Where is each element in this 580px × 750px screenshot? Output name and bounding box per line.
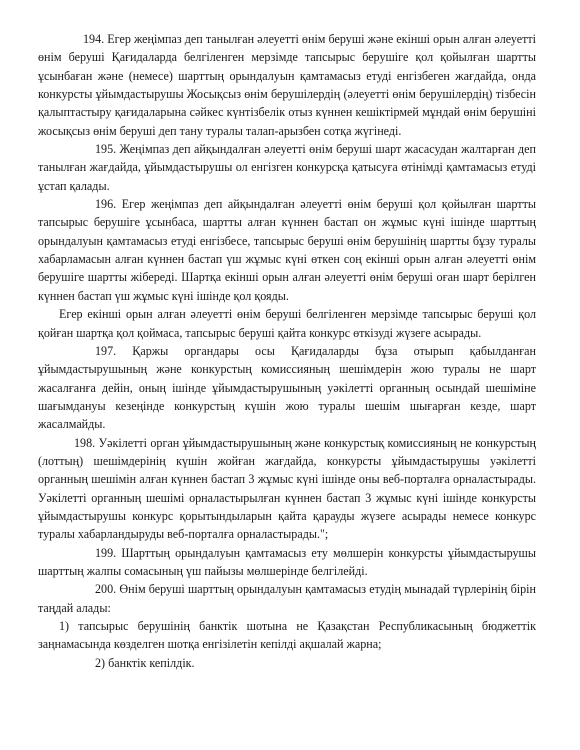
list-item-200-2: 2) банктік кепілдік. bbox=[95, 655, 195, 670]
paragraph-194: 194. Егер жеңімпаз деп танылған әлеуетті өнім беруші және екінші орын алған әлеуетті өнім беруші Қағидаларда белгіленген мерзімде тапсырыс берушіге қол қойылған шартты ұсынбаған және (немесе) шарттың орындалуын қамтамасыз етуді енгізбеген жағдайда, онда конкурсты ұйымдастырушы Жосықсыз өнім берушілердің (әлеуетті өнім берушілердің) тізбесін қалыптастыру қағидаларына сәйкес күнтізбелік отыз күннен кешіктірмей мұндай өнім берушіні жосықсыз өнім беруші деп тану туралы талап-арызбен сотқа жүгінеді. bbox=[38, 32, 536, 138]
paragraph-199: 199. Шарттың орындалуын қамтамасыз ету мөлшерін конкурсты ұйымдастырушы шарттың жалпы сомасының үш пайызы мөлшерінде белгілейді. bbox=[38, 545, 536, 578]
paragraph-200: 200. Өнім беруші шарттың орындалуын қамтамасыз етудің мынадай түрлерінің бірін таңдай алады: bbox=[38, 582, 536, 615]
paragraph-196: 196. Егер жеңімпаз деп айқындалған әлеуетті өнім беруші қол қойылған шартты тапсырыс берушіге ұсынбаса, шартты алған күннен бастап он жұмыс күні ішінде шарттың орындалуын қамтамасыз етуді енгізбесе, тапсырыс беруші өнім берушінің шартты бұзу туралы хабарламасын алған күннен бастап үш жұмыс күні өткен соң екінші орын алған әлеуетті өнім берушіге шартты жібереді. Шартқа екінші орын алған әлеуетті өнім беруші оған шарт берілген күннен бастап үш жұмыс күні ішінде қол қояды. bbox=[38, 197, 536, 303]
paragraph-196-continuation: Егер екінші орын алған әлеуетті өнім беруші белгіленген мерзімде тапсырыс беруші қол қойған шартқа қол қоймаса, тапсырыс беруші қайта конкурс өткізуді жүзеге асырады. bbox=[38, 307, 536, 340]
paragraph-198: 198. Уәкілетті орган ұйымдастырушының және конкурстық комиссияның не конкурстың (лоттың) шешімдерінің күшін жойған жағдайда, конкурсты ұйымдастырушы уәкілетті органның шешімін алған күннен бастап 3 жұмыс күні ішінде оны веб-порталға орналастырады. Уәкілетті органның шешімі орналастырылған күннен бастап 3 жұмыс күні ішінде конкурсты ұйымдастырушы конкурс қорытындыларын қайта қарауды жүзеге асырады немесе конкурс туралы хабарландыруды веб-порталға орналастырады."; bbox=[38, 435, 536, 542]
paragraph-197: 197. Қаржы органдары осы Қағидаларды бұза отырып қабылданған ұйымдастырушының және конкурстың комиссияның шешімдерін жою туралы не шарт жасалғанға дейін, оның ішінде ұйымдастырушының уәкілетті органның осындай шешіміне шағымдануы кезеңінде конкурстың күшін жою туралы шешім шығарған кезде, шарт жасалмайды. bbox=[38, 343, 536, 432]
list-item-200-1: 1) тапсырыс берушінің банктік шотына не Қазақстан Республикасының бюджеттік заңнамасында көзделген шотқа енгізілетін кепілді ақшалай жарна; bbox=[38, 619, 536, 652]
paragraph-195: 195. Жеңімпаз деп айқындалған әлеуетті өнім беруші шарт жасасудан жалтарған деп танылған жағдайда, ұйымдастырушы ол енгізген конкурсқа қатысуға өтінімді қамтамасыз етуді ұстап қалады. bbox=[38, 142, 536, 193]
